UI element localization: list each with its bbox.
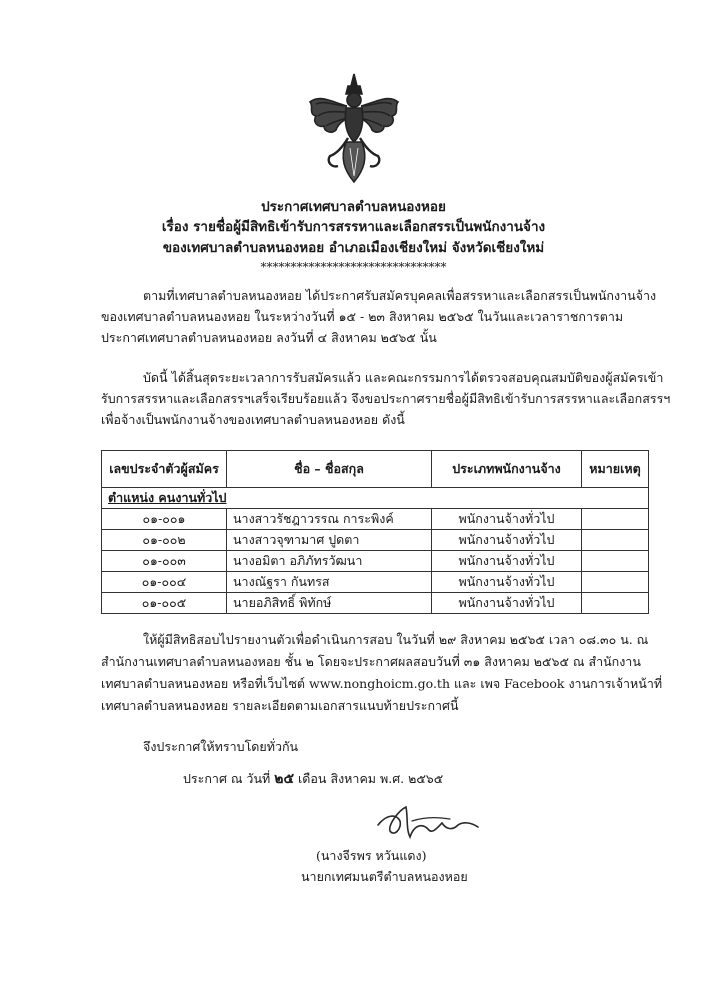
cell-id: ๐๑-๐๐๕ (102, 593, 227, 614)
dateline-prefix: ประกาศ ณ วันที่ (183, 771, 271, 786)
cell-id: ๐๑-๐๐๔ (102, 572, 227, 593)
table-row (102, 509, 649, 530)
cell-note (582, 530, 649, 551)
paragraph-2-line-2: รับการสรรหาและเลือกสรรฯเสร็จเรียบร้อยแล้ว จึงขอประกาศรายชื่อผู้มีสิทธิเข้ารับการสรรหาและเลือกสรรฯ (101, 391, 671, 406)
cell-id: ๐๑-๐๐๒ (102, 530, 227, 551)
cell-name: นางสาวรัชฎาวรรณ การะพิงค์ (227, 509, 432, 530)
dateline (183, 770, 443, 788)
paragraph-1-line-3: ประกาศเทศบาลตำบลหนองหอย ลงวันที่ ๔ สิงหาคม ๒๕๖๕ นั้น (101, 330, 437, 345)
notice-title: ประกาศเทศบาลตำบลหนองหอย (261, 199, 446, 215)
cell-name: นายอภิสิทธิ์ พิทักษ์ (227, 593, 432, 614)
table-row (102, 593, 649, 614)
garuda-emblem-icon (302, 72, 406, 184)
cell-name: นางอมิตา อภิภัทรวัฒนา (227, 551, 432, 572)
cell-type: พนักงานจ้างทั่วไป (432, 593, 582, 614)
closing-statement: จึงประกาศให้ทราบโดยทั่วกัน (143, 739, 299, 754)
cell-note (582, 593, 649, 614)
paragraph-2-line-1: บัดนี้ ได้สิ้นสุดระยะเวลาการรับสมัครแล้ว และคณะกรรมการได้ตรวจสอบคุณสมบัติของผู้สมัครเข้า (143, 370, 664, 385)
table-row (102, 551, 649, 572)
cell-id: ๐๑-๐๐๑ (102, 509, 227, 530)
column-header-id: เลขประจำตัวผู้สมัคร (102, 451, 227, 488)
section-row (102, 488, 649, 509)
section-label: ตำแหน่ง คนงานทั่วไป (102, 488, 649, 509)
paragraph-3-line-3: เทศบาลตำบลหนองหอย หรือที่เว็บไซต์ www.nonghoicm.go.th และ เพจ Facebook งานการเจ้าหน้าที่ (101, 676, 663, 691)
dateline-day: ๒๕ (274, 771, 295, 787)
cell-name: นางณัฐรา กันทรส (227, 572, 432, 593)
paragraph-2-line-3: เพื่อจ้างเป็นพนักงานจ้างของเทศบาลตำบลหนองหอย ดังนี้ (101, 412, 405, 427)
paragraph-3-line-1: ให้ผู้มีสิทธิสอบไปรายงานตัวเพื่อดำเนินการสอบ ในวันที่ ๒๙ สิงหาคม ๒๕๖๕ เวลา ๐๘.๓๐ น. ณ (143, 632, 649, 647)
notice-subject-cont: ของเทศบาลตำบลหนองหอย อำเภอเมืองเชียงใหม่ จังหวัดเชียงใหม่ (162, 240, 545, 256)
cell-id: ๐๑-๐๐๓ (102, 551, 227, 572)
signer-title: นายกเทศมนตรีตำบลหนองหอย (301, 869, 468, 884)
cell-note (582, 551, 649, 572)
table-row (102, 572, 649, 593)
table-row (102, 530, 649, 551)
cell-note (582, 509, 649, 530)
cell-type: พนักงานจ้างทั่วไป (432, 530, 582, 551)
notice-subject: เรื่อง รายชื่อผู้มีสิทธิเข้ารับการสรรหาและเลือกสรรเป็นพนักงานจ้าง (161, 219, 546, 235)
table-header-row (102, 451, 649, 488)
column-header-type: ประเภทพนักงานจ้าง (432, 451, 582, 488)
paragraph-3-line-2: สำนักงานเทศบาลตำบลหนองหอย ชั้น ๒ โดยจะประกาศผลสอบวันที่ ๓๑ สิงหาคม ๒๕๖๕ ณ สำนักงาน (101, 654, 641, 669)
column-header-note: หมายเหตุ (582, 451, 649, 488)
column-header-name: ชื่อ – ชื่อสกุล (227, 451, 432, 488)
cell-type: พนักงานจ้างทั่วไป (432, 551, 582, 572)
candidate-table (101, 450, 649, 614)
signer-name: (นางจีรพร หวันแดง) (316, 848, 427, 863)
paragraph-1-line-2: ของเทศบาลตำบลหนองหอย ในระหว่างวันที่ ๑๕ - ๒๓ สิงหาคม ๒๕๖๕ ในวันและเวลาราชการตาม (101, 309, 624, 324)
cell-name: นางสาวจุฑามาศ ปูดตา (227, 530, 432, 551)
cell-type: พนักงานจ้างทั่วไป (432, 572, 582, 593)
star-divider: ******************************* (260, 260, 447, 274)
paragraph-1-line-1: ตามที่เทศบาลตำบลหนองหอย ได้ประกาศรับสมัครบุคคลเพื่อสรรหาและเลือกสรรเป็นพนักงานจ้าง (143, 288, 657, 303)
handwritten-signature (372, 795, 482, 855)
cell-type: พนักงานจ้างทั่วไป (432, 509, 582, 530)
dateline-suffix: เดือน สิงหาคม พ.ศ. ๒๕๖๕ (298, 771, 444, 786)
cell-note (582, 572, 649, 593)
paragraph-3-line-4: เทศบาลตำบลหนองหอย รายละเอียดตามเอกสารแนบท้ายประกาศนี้ (101, 698, 459, 713)
